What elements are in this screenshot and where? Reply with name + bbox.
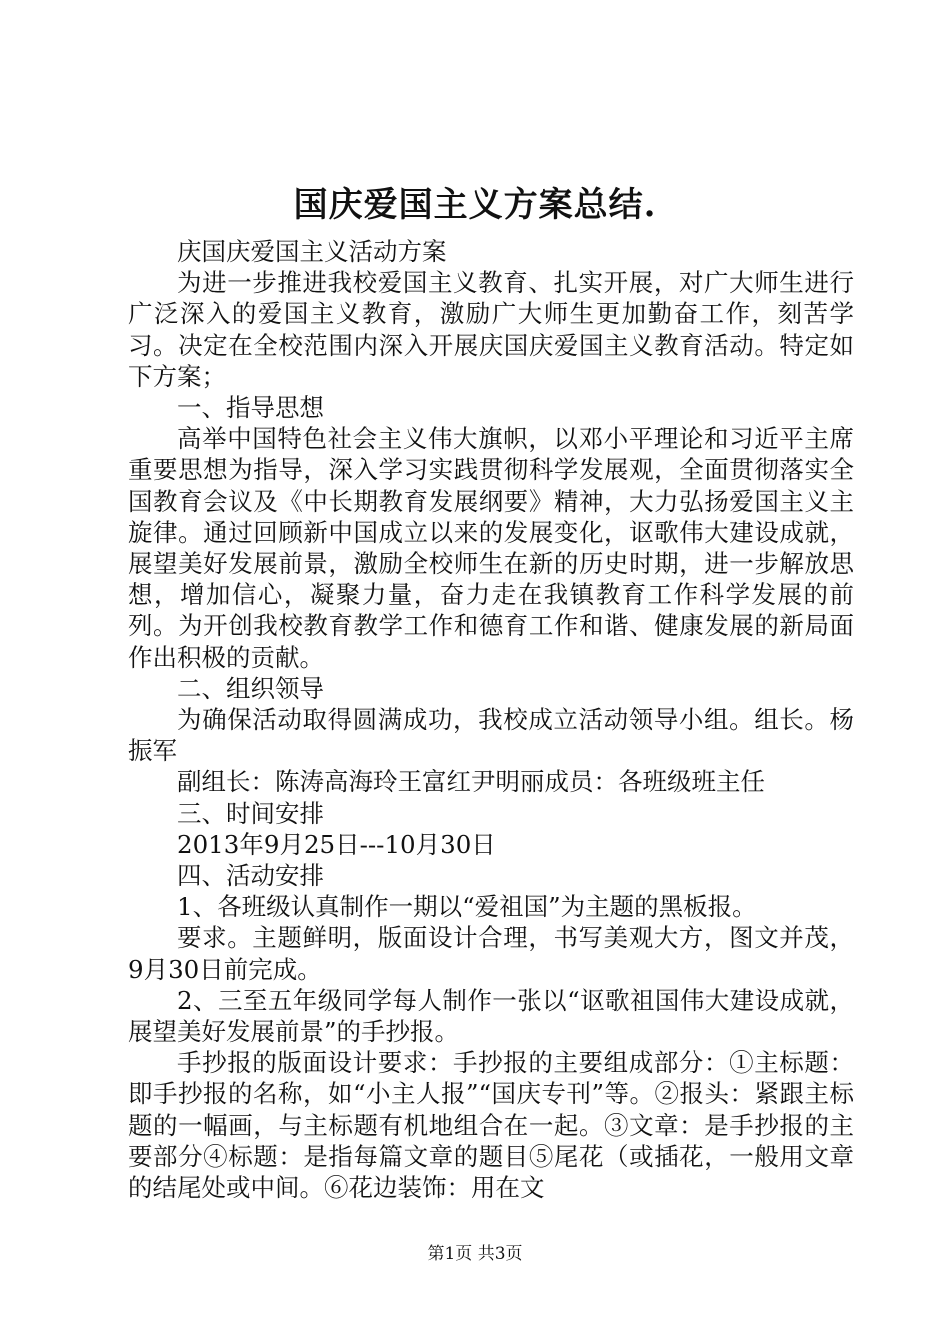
paragraph-activity-2: 2、三至五年级同学每人制作一张以“讴歌祖国伟大建设成就，展望美好发展前景”的手抄报。 [128, 985, 854, 1047]
paragraph-activity-1-requirements: 要求。主题鲜明，版面设计合理，书写美观大方，图文并茂，9月30日前完成。 [128, 923, 854, 984]
document-body [128, 236, 854, 1203]
paragraph-deputy-leaders: 副组长：陈涛高海玲王富红尹明丽成员：各班级班主任 [177, 767, 765, 797]
paragraph-guiding-thought: 高举中国特色社会主义伟大旗帜，以邓小平理论和习近平主席重要思想为指导，深入学习实践贯彻科学发展观，全面贯彻落实全国教育会议及《中长期教育发展纲要》精神，大力弘扬爱国主义主旋律。通过回顾新中国成立以来的发展变化，讴歌伟大建设成就，展望美好发展前景，激励全校师生在新的历史时期，进一步解放思想，增加信心，凝聚力量，奋力走在我镇教育工作科学发展的前列。为开创我校教育教学工作和德育工作和谐、健康发展的新局面作出积极的贡献。 [128, 424, 854, 672]
paragraph-intro: 为进一步推进我校爱国主义教育、扎实开展，对广大师生进行广泛深入的爱国主义教育，激励广大师生更加勤奋工作，刻苦学习。决定在全校范围内深入开展庆国庆爱国主义教育活动。特定如下方案； [128, 268, 854, 391]
paragraph-activity-1: 1、各班级认真制作一期以“爱祖国”为主题的黑板报。 [177, 892, 757, 922]
paragraph-leader: 为确保活动取得圆满成功，我校成立活动领导小组。组长。杨振军 [128, 705, 854, 766]
paragraph-subtitle: 庆国庆爱国主义活动方案 [177, 237, 447, 266]
section-heading-organization: 二、组织领导 [177, 673, 324, 703]
paragraph-layout-requirements: 手抄报的版面设计要求：手抄报的主要组成部分：①主标题：即手抄报的名称，如“小主人报”“国庆专刊”等。②报头：紧跟主标题的一幅画，与主标题有机地组合在一起。③文章：是手抄报的主要部分④标题：是指每篇文章的题目⑤尾花（或插花，一般用文章的结尾处或中间。⑥花边装饰：用在文 [128, 1048, 854, 1203]
section-heading-guiding-thought: 一、指导思想 [177, 393, 324, 423]
paragraph-date-range: 2013年9月25日---10月30日 [177, 829, 496, 859]
section-heading-activities: 四、活动安排 [177, 861, 324, 891]
section-heading-schedule: 三、时间安排 [177, 798, 324, 828]
document-title: 国庆爱国主义方案总结. [293, 185, 657, 225]
page-footer: 第1页 共3页 [427, 1244, 523, 1264]
